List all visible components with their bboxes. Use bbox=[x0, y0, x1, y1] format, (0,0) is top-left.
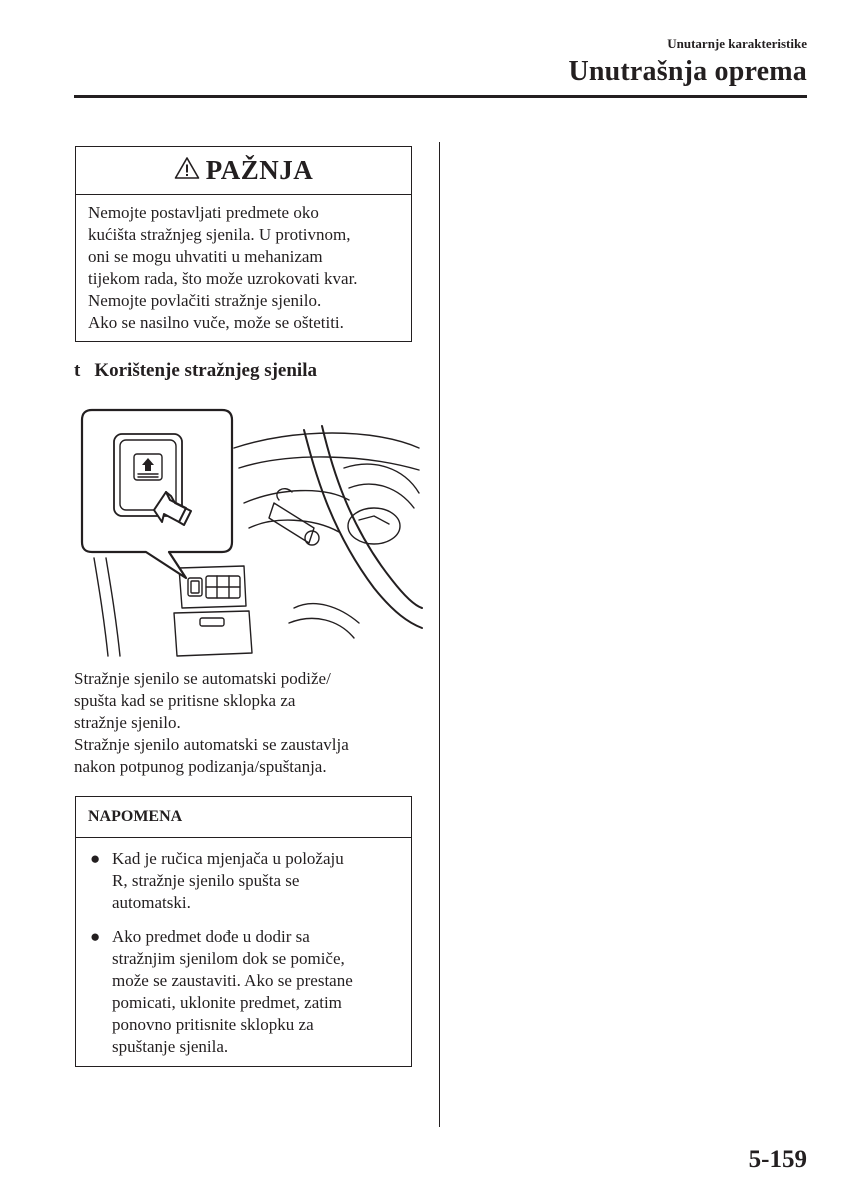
rear-sunshade-switch-illustration bbox=[74, 408, 424, 658]
body-text bbox=[74, 668, 424, 778]
section-title: Korištenje stražnjeg sjenila bbox=[94, 360, 317, 381]
warning-line: Nemojte postavljati predmete oko bbox=[88, 203, 319, 222]
note-item-text bbox=[112, 848, 344, 914]
warning-line: Ako se nasilno vuče, može se oštetiti. bbox=[88, 313, 344, 332]
warning-title: PAŽNJA bbox=[205, 155, 314, 185]
warning-line: oni se mogu uhvatiti u mehanizam bbox=[88, 247, 323, 266]
warning-line: Nemojte povlačiti stražnje sjenilo. bbox=[88, 291, 322, 310]
page-title: Unutrašnja oprema bbox=[568, 56, 807, 87]
note-line: Kad je ručica mjenjača u položaju bbox=[112, 849, 344, 868]
warning-line: kućišta stražnjeg sjenila. U protivnom, bbox=[88, 225, 351, 244]
body-line: nakon potpunog podizanja/spuštanja. bbox=[74, 757, 327, 776]
note-line: automatski. bbox=[112, 893, 191, 912]
note-box bbox=[75, 796, 412, 1067]
note-line: može se zaustaviti. Ako se prestane bbox=[112, 971, 353, 990]
bullet-icon: ● bbox=[90, 849, 101, 868]
note-item-text bbox=[112, 926, 353, 1058]
section-heading bbox=[74, 360, 317, 382]
note-line: pomicati, uklonite predmet, zatim bbox=[112, 993, 342, 1012]
page-number: 5-159 bbox=[748, 1146, 807, 1173]
warning-text bbox=[76, 195, 411, 334]
warning-triangle-icon bbox=[174, 156, 200, 185]
note-line: Ako predmet dođe u dodir sa bbox=[112, 927, 310, 946]
body-line: Stražnje sjenilo automatski se zaustavlja bbox=[74, 735, 349, 754]
note-line: ponovno pritisnite sklopku za bbox=[112, 1015, 314, 1034]
body-line: stražnje sjenilo. bbox=[74, 713, 181, 732]
note-line: stražnjim sjenilom dok se pomiče, bbox=[112, 949, 345, 968]
body-line: Stražnje sjenilo se automatski podiže/ bbox=[74, 669, 331, 688]
body-line: spušta kad se pritisne sklopka za bbox=[74, 691, 296, 710]
note-list bbox=[76, 838, 411, 1058]
note-line: spuštanje sjenila. bbox=[112, 1037, 229, 1056]
note-item bbox=[88, 926, 399, 1058]
warning-header bbox=[76, 147, 411, 195]
note-item bbox=[88, 848, 399, 914]
column-divider bbox=[439, 142, 440, 1127]
section-label: Unutarnje karakteristike bbox=[667, 36, 807, 51]
header-rule bbox=[74, 95, 807, 98]
section-marker: t bbox=[74, 360, 81, 381]
warning-box bbox=[75, 146, 412, 342]
bullet-icon: ● bbox=[90, 927, 101, 946]
warning-line: tijekom rada, što može uzrokovati kvar. bbox=[88, 269, 358, 288]
note-line: R, stražnje sjenilo spušta se bbox=[112, 871, 300, 890]
note-title: NAPOMENA bbox=[76, 797, 411, 838]
